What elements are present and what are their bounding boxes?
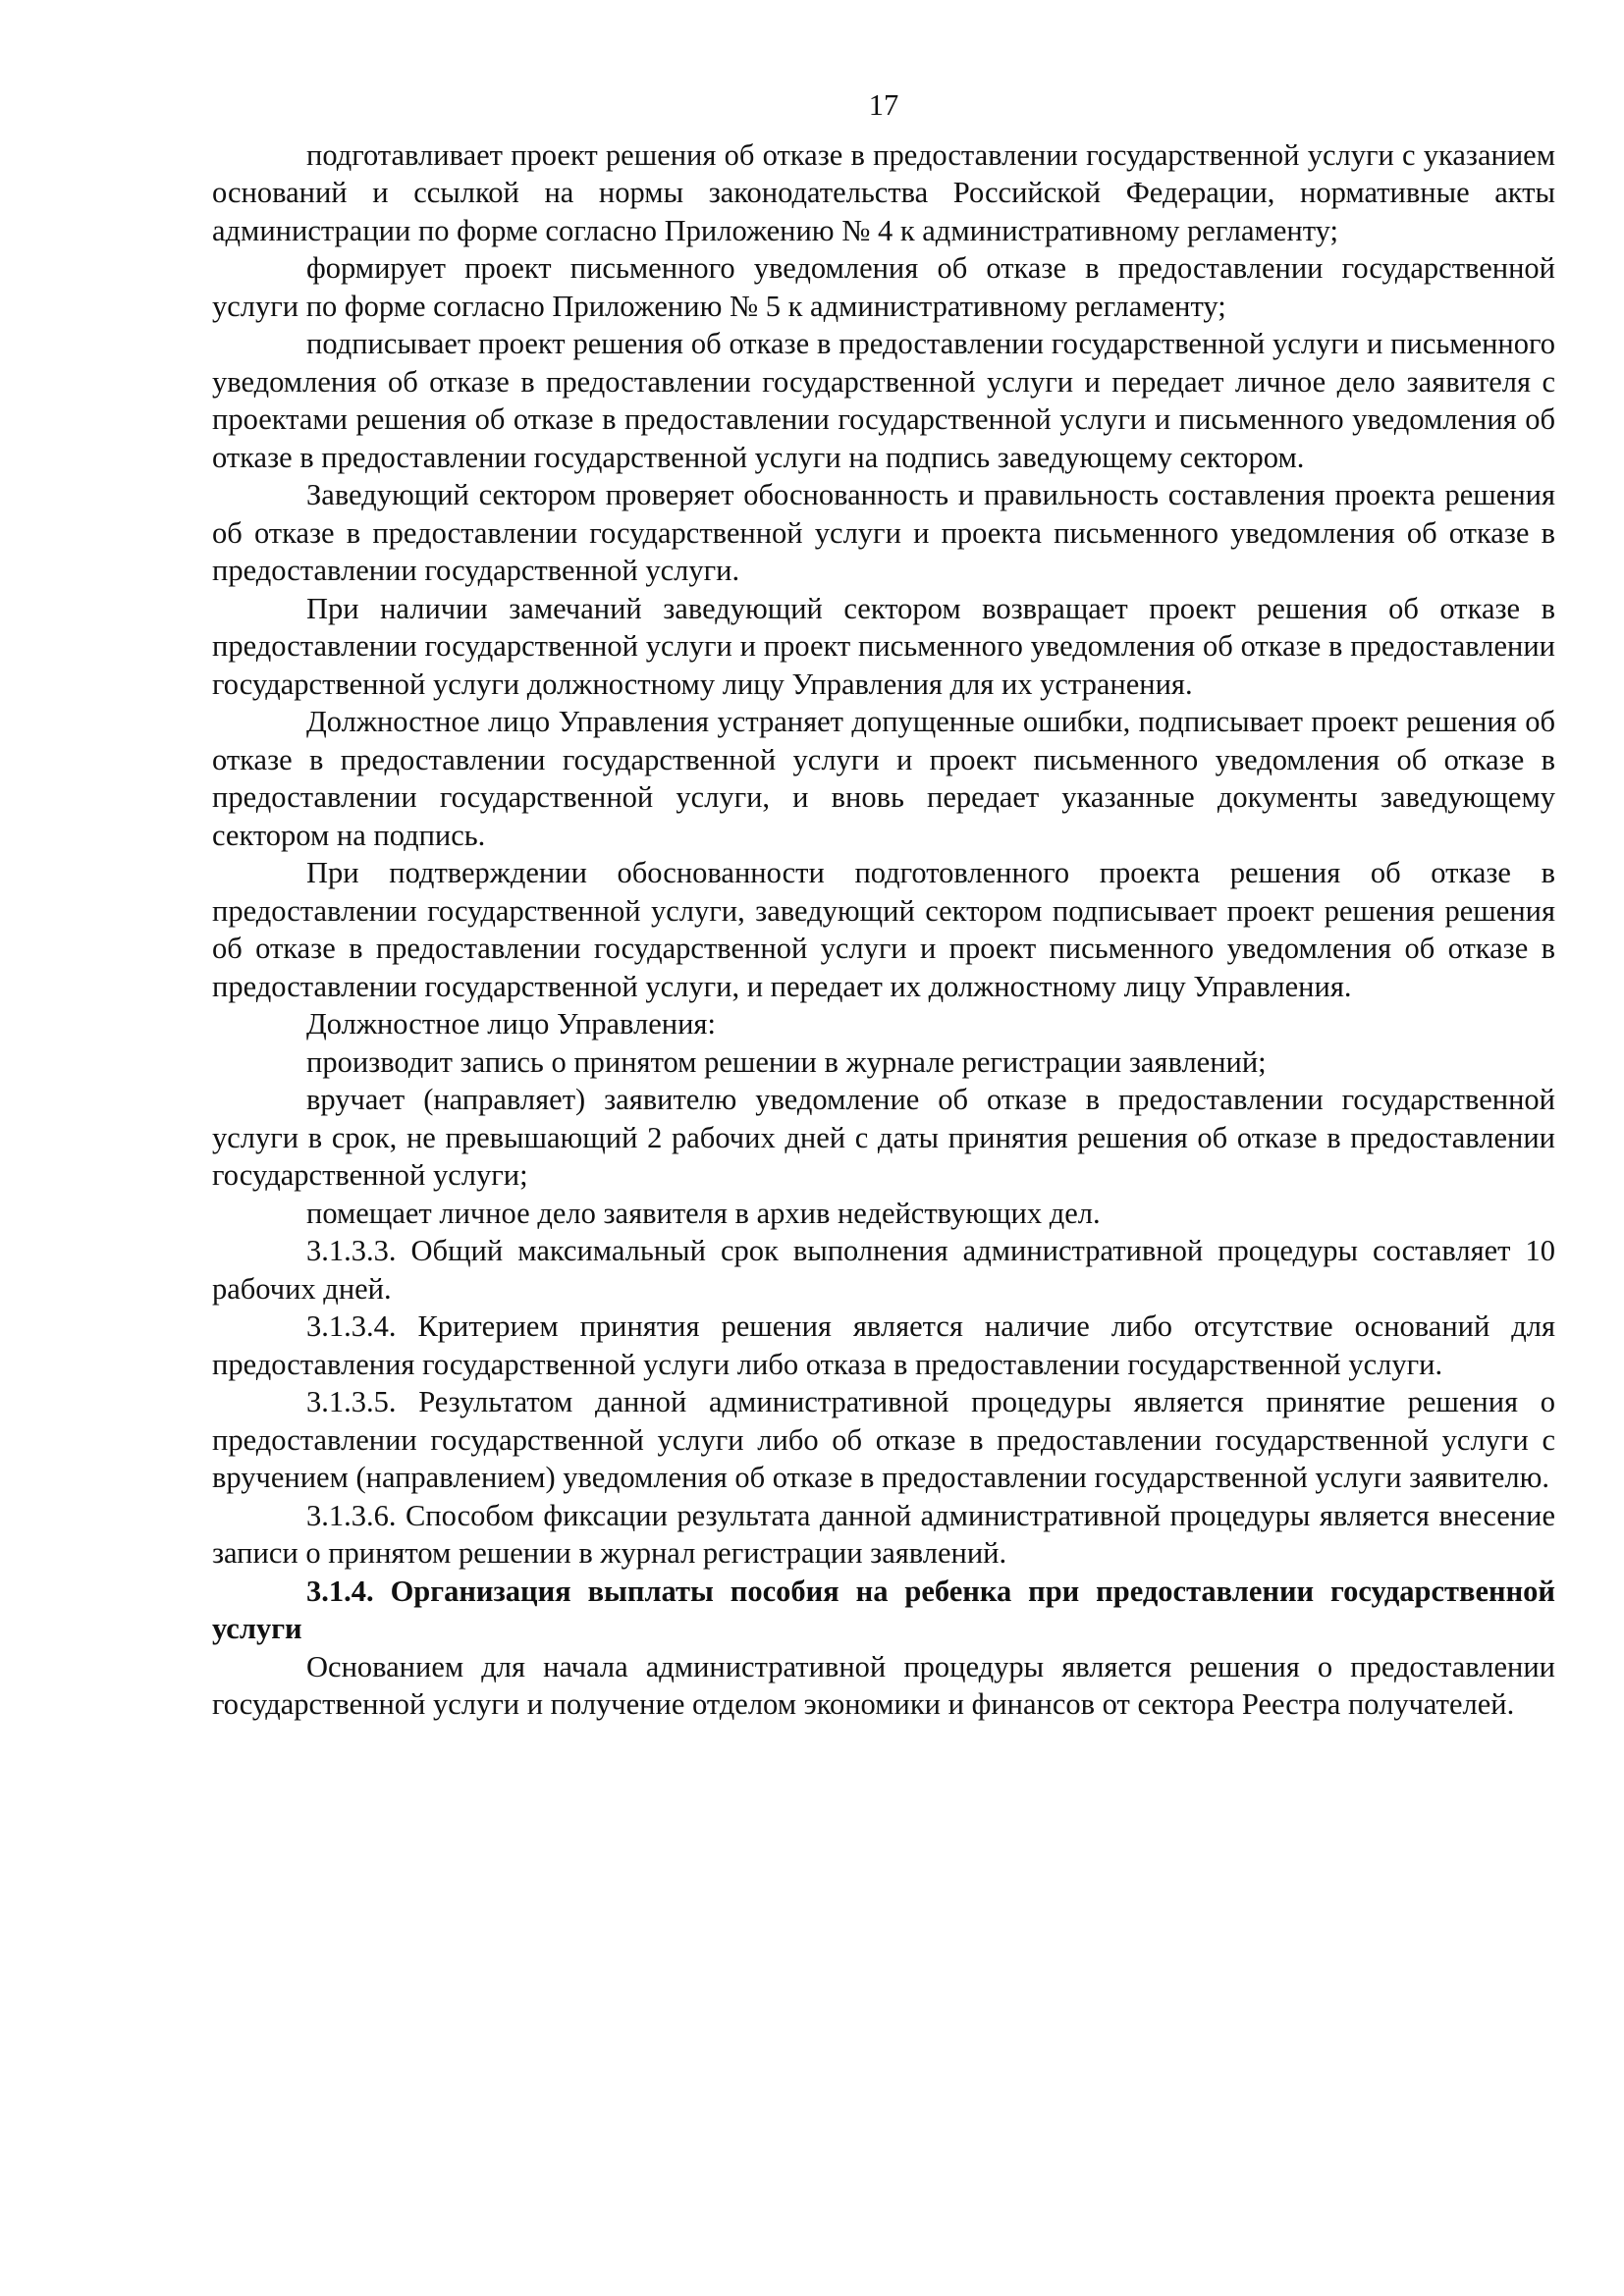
- paragraph-fix-errors: Должностное лицо Управления устраняет допущенные ошибки, подписывает проект решения об отказе в предоставлении государственной услуги и проект письменного уведомления об отказе в предоставлении государственной услуги, и вновь передает указанные документы заведующему сектором на подпись.: [212, 705, 1555, 852]
- page-number: 17: [868, 88, 899, 122]
- paragraph-form-notification: формирует проект письменного уведомления об отказе в предоставлении государственной услуги по форме согласно Приложению № 5 к административному регламенту;: [212, 251, 1555, 323]
- document-page: [212, 86, 1555, 1724]
- paragraph-sign-and-transfer: подписывает проект решения об отказе в предоставлении государственной услуги и письменного уведомления об отказе в предоставлении государственной услуги и передает личное дело заявителя с проектами решения об отказе в предоставлении государственной услуги и письменного уведомления об отказе в предоставлении государственной услуги на подпись заведующему сектором.: [212, 327, 1555, 474]
- section-heading-3-1-4: 3.1.4. Организация выплаты пособия на ребенка при предоставлении государственной услуги: [212, 1574, 1555, 1645]
- paragraph-3-1-3-3: 3.1.3.3. Общий максимальный срок выполнения административной процедуры составляет 10 рабочих дней.: [212, 1234, 1555, 1306]
- paragraph-remarks-return: При наличии замечаний заведующий сектором возвращает проект решения об отказе в предоставлении государственной услуги и проект письменного уведомления об отказе в предоставлении государственной услуги должностному лицу Управления для их устранения.: [212, 591, 1555, 701]
- paragraph-confirmation-signing: При подтверждении обоснованности подготовленного проекта решения об отказе в предоставлении государственной услуги, заведующий сектором подписывает проект решения решения об отказе в предоставлении государственной услуги и проект письменного уведомления об отказе в предоставлении государственной услуги, и передает их должностному лицу Управления.: [212, 856, 1555, 1003]
- paragraph-record-decision: производит запись о принятом решении в журнале регистрации заявлений;: [306, 1044, 1267, 1079]
- paragraph-procedure-basis: Основанием для начала административной процедуры является решения о предоставлении государственной услуги и получение отделом экономики и финансов от сектора Реестра получателей.: [212, 1649, 1555, 1721]
- paragraph-official-intro: Должностное лицо Управления:: [306, 1007, 716, 1041]
- paragraph-prepare-refusal-draft: подготавливает проект решения об отказе в предоставлении государственной услуги с указанием оснований и ссылкой на нормы законодательства Российской Федерации, нормативные акты администрации по форме согласно Приложению № 4 к административному регламенту;: [212, 137, 1555, 247]
- paragraph-archive-file: помещает личное дело заявителя в архив недействующих дел.: [306, 1196, 1101, 1230]
- paragraph-3-1-3-6: 3.1.3.6. Способом фиксации результата данной административной процедуры является внесение записи о принятом решении в журнал регистрации заявлений.: [212, 1498, 1555, 1570]
- paragraph-3-1-3-5: 3.1.3.5. Результатом данной административной процедуры является принятие решения о предоставлении государственной услуги либо об отказе в предоставлении государственной услуги с вручением (направлением) уведомления об отказе в предоставлении государственной услуги заявителю.: [212, 1385, 1555, 1494]
- paragraph-head-checks: Заведующий сектором проверяет обоснованность и правильность составления проекта решения об отказе в предоставлении государственной услуги и проекта письменного уведомления об отказе в предоставлении государственной услуги.: [212, 478, 1555, 587]
- paragraph-3-1-3-4: 3.1.3.4. Критерием принятия решения является наличие либо отсутствие оснований для предоставления государственной услуги либо отказа в предоставлении государственной услуги.: [212, 1309, 1555, 1381]
- paragraph-deliver-notification: вручает (направляет) заявителю уведомление об отказе в предоставлении государственной услуги в срок, не превышающий 2 рабочих дней с даты принятия решения об отказе в предоставлении государственной услуги;: [212, 1083, 1555, 1192]
